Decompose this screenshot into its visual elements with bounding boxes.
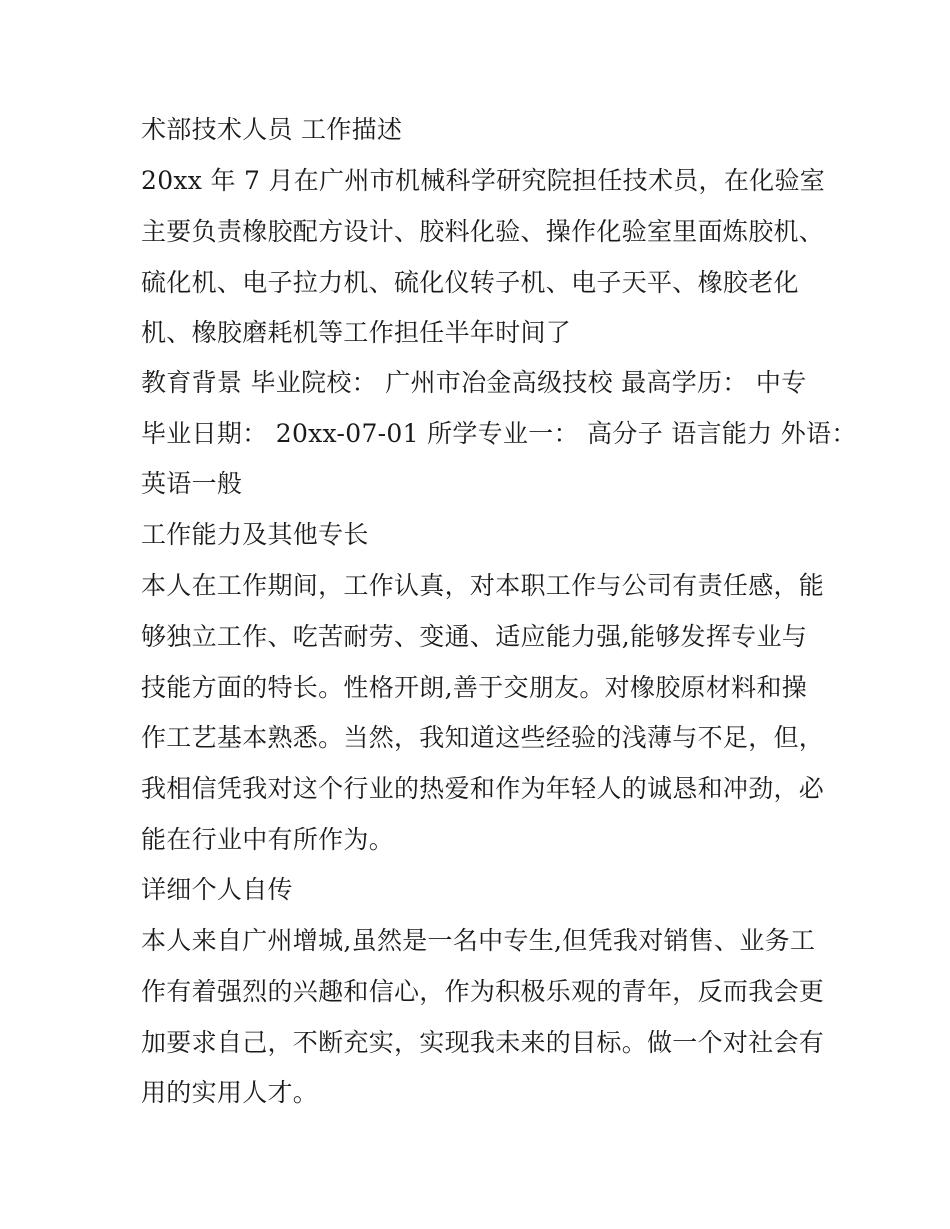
paragraph-line: 作有着强烈的兴趣和信心，作为积极乐观的青年，反而我会更 xyxy=(141,977,825,1006)
education-line: 毕业日期： 20xx-07-01 所学专业一： 高分子 语言能力 外语： xyxy=(141,419,857,448)
section-title-job-description: 术部技术人员 工作描述 xyxy=(141,115,403,144)
education-line: 教育背景 毕业院校： 广州市冶金高级技校 最高学历： 中专 xyxy=(141,368,807,397)
paragraph-line: 作工艺基本熟悉。当然，我知道这些经验的浅薄与不足，但， xyxy=(141,723,825,752)
education-line: 英语一般 xyxy=(141,469,243,498)
paragraph-line: 硫化机、电子拉力机、硫化仪转子机、电子天平、橡胶老化 xyxy=(141,268,799,297)
paragraph-line: 加要求自己，不断充实，实现我未来的目标。做一个对社会有 xyxy=(141,1028,825,1057)
paragraph-line: 本人在工作期间，工作认真，对本职工作与公司有责任感，能 xyxy=(141,571,825,600)
paragraph-line: 能在行业中有所作为。 xyxy=(141,825,395,854)
section-title-autobiography: 详细个人自传 xyxy=(141,875,293,904)
paragraph-line: 够独立工作、吃苦耐劳、变通、适应能力强,能够发挥专业与 xyxy=(141,622,808,651)
paragraph-line: 20xx 年 7 月在广州市机械科学研究院担任技术员，在化验室 xyxy=(141,166,826,195)
paragraph-line: 我相信凭我对这个行业的热爱和作为年轻人的诚恳和冲劲，必 xyxy=(141,774,825,803)
section-title-skills: 工作能力及其他专长 xyxy=(141,520,369,549)
paragraph-line: 用的实用人才。 xyxy=(141,1078,319,1107)
paragraph-line: 本人来自广州增城,虽然是一名中专生,但凭我对销售、业务工 xyxy=(141,926,816,955)
paragraph-line: 技能方面的特长。性格开朗,善于交朋友。对橡胶原材料和操 xyxy=(141,673,808,702)
paragraph-line: 主要负责橡胶配方设计、胶料化验、操作化验室里面炼胶机、 xyxy=(141,217,825,246)
paragraph-line: 机、橡胶磨耗机等工作担任半年时间了 xyxy=(141,318,572,347)
